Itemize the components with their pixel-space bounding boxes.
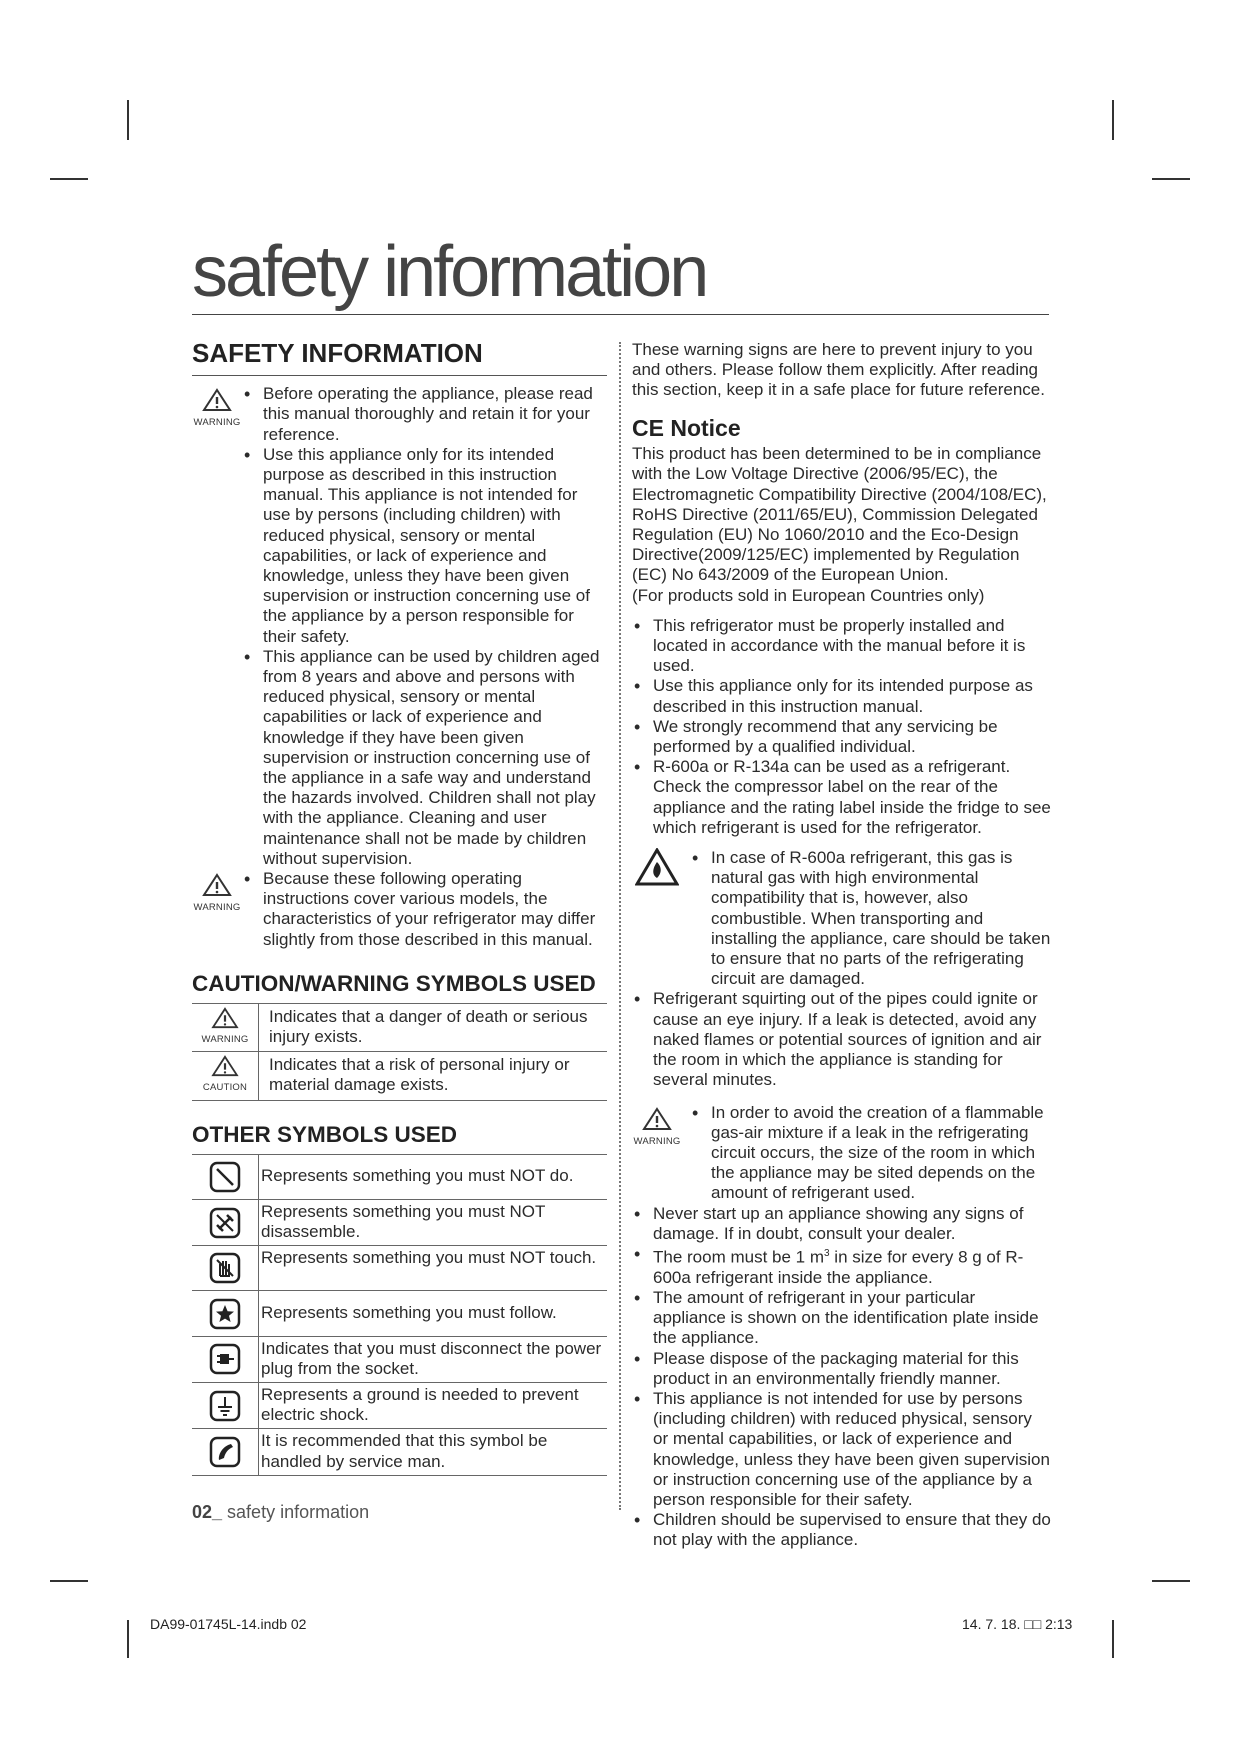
symbol-description: Represents something you must NOT do. (261, 1166, 574, 1186)
caution-label: CAUTION (202, 1082, 248, 1094)
warning-label: WARNING (193, 902, 241, 914)
table-row (192, 1383, 607, 1429)
symbol-description: Indicates that a risk of personal injury or material damage exists. (269, 1055, 570, 1095)
flammable-warning-block (632, 848, 1051, 989)
table-row (192, 1291, 607, 1336)
bullet-list (632, 1204, 1051, 1551)
service-man-icon (192, 1429, 259, 1475)
crop-mark (1112, 1620, 1114, 1658)
bullet-list (632, 989, 1051, 1090)
warning-block (192, 384, 607, 869)
ground-icon (192, 1383, 259, 1429)
date-slug: 14. 7. 18. □□ 2:13 (962, 1616, 1073, 1632)
list-item: • This appliance is not intended for use by persons (including children) with reduced physical, sensory or mental capabilities, or lack of experience and knowledge, unless they have been given supervision or instruction concerning use of the appliance by a person responsible for their safety. (632, 1389, 1051, 1510)
crop-mark (50, 178, 88, 180)
list-item: • Use this appliance only for its intended purpose as described in this instruction manual. (632, 676, 1051, 716)
symbol-description: Represents something you must NOT touch. (261, 1248, 597, 1268)
warning-label: WARNING (633, 1135, 681, 1147)
table-row (192, 1199, 607, 1245)
crop-mark (1152, 178, 1190, 180)
table-row (192, 1154, 607, 1199)
warning-label: WARNING (201, 1033, 249, 1045)
symbol-description: Represents something you must follow. (261, 1302, 557, 1322)
list-item: • Before operating the appliance, please read this manual thoroughly and retain it for your reference. (242, 384, 607, 445)
table-row (192, 1052, 607, 1100)
warning-icon (192, 1003, 259, 1051)
unplug-icon (192, 1336, 259, 1382)
warning-label: WARNING (193, 417, 241, 429)
crop-mark (127, 1620, 129, 1658)
other-symbols-table (192, 1154, 607, 1476)
list-item: • Use this appliance only for its intended purpose as described in this instruction manual. This appliance is not intended for use by persons (including children) with reduced physical, sensory or mental capabilities, or lack of experience and knowledge, unless they have been given supervision or instruction concerning use of the appliance by a person responsible for their safety. (242, 445, 607, 647)
safety-information-heading: SAFETY INFORMATION (192, 338, 483, 368)
warning-icon (190, 388, 244, 433)
symbol-description: It is recommended that this symbol be handled by service man. (261, 1431, 548, 1471)
list-item: • This appliance can be used by children aged from 8 years and above and persons with reduced physical, sensory or mental capabilities or lack of experience and knowledge if they have been given supervision or instruction concerning use of the appliance in a safe way and understand the hazards involved. Children shall not play with the appliance. Cleaning and user maintenance shall not be made by children without supervision. (242, 647, 607, 869)
room-size-superscript: 3 (824, 1247, 830, 1259)
other-symbols-heading: OTHER SYMBOLS USED (192, 1121, 458, 1147)
list-item: • The amount of refrigerant in your particular appliance is shown on the identification plate inside the appliance. (632, 1288, 1051, 1349)
title-rule (192, 314, 1049, 315)
ce-notice-body (632, 444, 1051, 606)
table-row (192, 1003, 607, 1051)
intro-paragraph: These warning signs are here to prevent injury to you and others. Please follow them explicitly. After reading this section, keep it in a safe place for future reference. (632, 340, 1045, 400)
list-item: • Never start up an appliance showing any signs of damage. If in doubt, consult your dealer. (632, 1204, 1051, 1244)
crop-mark (50, 1580, 88, 1582)
warning-icon (630, 1107, 684, 1152)
symbol-description: Represents a ground is needed to prevent electric shock. (261, 1385, 579, 1425)
symbol-description: Indicates that a danger of death or serious injury exists. (269, 1006, 588, 1047)
footer-label: safety information (222, 1502, 370, 1522)
ce-notice-heading: CE Notice (632, 414, 741, 441)
list-item: • This refrigerator must be properly installed and located in accordance with the manual before it is used. (632, 616, 1051, 677)
list-item: • Children should be supervised to ensure that they do not play with the appliance. (632, 1510, 1051, 1550)
flammable-icon (630, 848, 684, 886)
column-divider (619, 342, 621, 1510)
section-rule (192, 375, 607, 376)
list-item (632, 1244, 1051, 1288)
ce-notice-text: This product has been determined to be in compliance with the Low Voltage Directive (2006/95/EC), the Electromagnetic Compatibility Directive (2004/108/EC), RoHS Directive (2011/65/EU), Commission Delegated Regulation (EU) No 1060/2010 and the Eco-Design Directive(2009/125/EC) implemented by Regulation (EC) No 643/2009 of the European Union. (632, 444, 1047, 585)
left-column (192, 338, 607, 1476)
page-footer (192, 1502, 369, 1523)
crop-mark (127, 100, 129, 140)
prohibited-icon (192, 1154, 259, 1199)
list-item: • R-600a or R-134a can be used as a refrigerant. Check the compressor label on the rear of the appliance and the rating label inside the fridge to see which refrigerant is used for the refrigerator. (632, 757, 1051, 838)
do-not-touch-icon (192, 1246, 259, 1291)
bullet-list (632, 616, 1051, 838)
caution-symbols-heading: CAUTION/WARNING SYMBOLS USED (192, 970, 596, 996)
list-item: • We strongly recommend that any servicing be performed by a qualified individual. (632, 717, 1051, 757)
ce-notice-note: (For products sold in European Countries only) (632, 585, 985, 605)
warning-block (632, 1103, 1051, 1204)
crop-mark (1112, 100, 1114, 140)
table-row (192, 1336, 607, 1382)
file-slug: DA99-01745L-14.indb 02 (150, 1616, 307, 1632)
do-not-disassemble-icon (192, 1199, 259, 1245)
warning-icon (190, 873, 244, 918)
right-column (632, 340, 1051, 1551)
page-number: 02_ (192, 1502, 223, 1522)
list-item: • In case of R-600a refrigerant, this gas is natural gas with high environmental compatibility that is, however, also combustible. When transporting and installing the appliance, care should be taken to ensure that no parts of the refrigerating circuit are damaged. (690, 848, 1051, 989)
table-row (192, 1429, 607, 1475)
must-follow-icon (192, 1291, 259, 1336)
caution-symbols-table (192, 1003, 607, 1101)
caution-icon (192, 1052, 259, 1100)
list-item: • Because these following operating instructions cover various models, the characteristics of your refrigerator may differ slightly from those described in this manual. (242, 869, 607, 950)
room-size-text: in size for every 8 g of R-600a refrigerant inside the appliance. (653, 1247, 1024, 1287)
warning-block (192, 869, 607, 950)
list-item: • Refrigerant squirting out of the pipes could ignite or cause an eye injury. If a leak is detected, avoid any naked flames or potential sources of ignition and air the room in which the appliance is standing for several minutes. (632, 989, 1051, 1090)
symbol-description: Indicates that you must disconnect the power plug from the socket. (261, 1338, 602, 1378)
crop-mark (1152, 1580, 1190, 1582)
room-size-text: The room must be 1 m (653, 1247, 825, 1267)
list-item: • Please dispose of the packaging material for this product in an environmentally friendly manner. (632, 1349, 1051, 1389)
symbol-description: Represents something you must NOT disassemble. (261, 1201, 546, 1242)
table-row (192, 1246, 607, 1291)
page-title: safety information (192, 232, 707, 312)
list-item: • In order to avoid the creation of a flammable gas-air mixture if a leak in the refrigerating circuit occurs, the size of the room in which the appliance may be sited depends on the amount of refrigerant used. (690, 1103, 1051, 1204)
